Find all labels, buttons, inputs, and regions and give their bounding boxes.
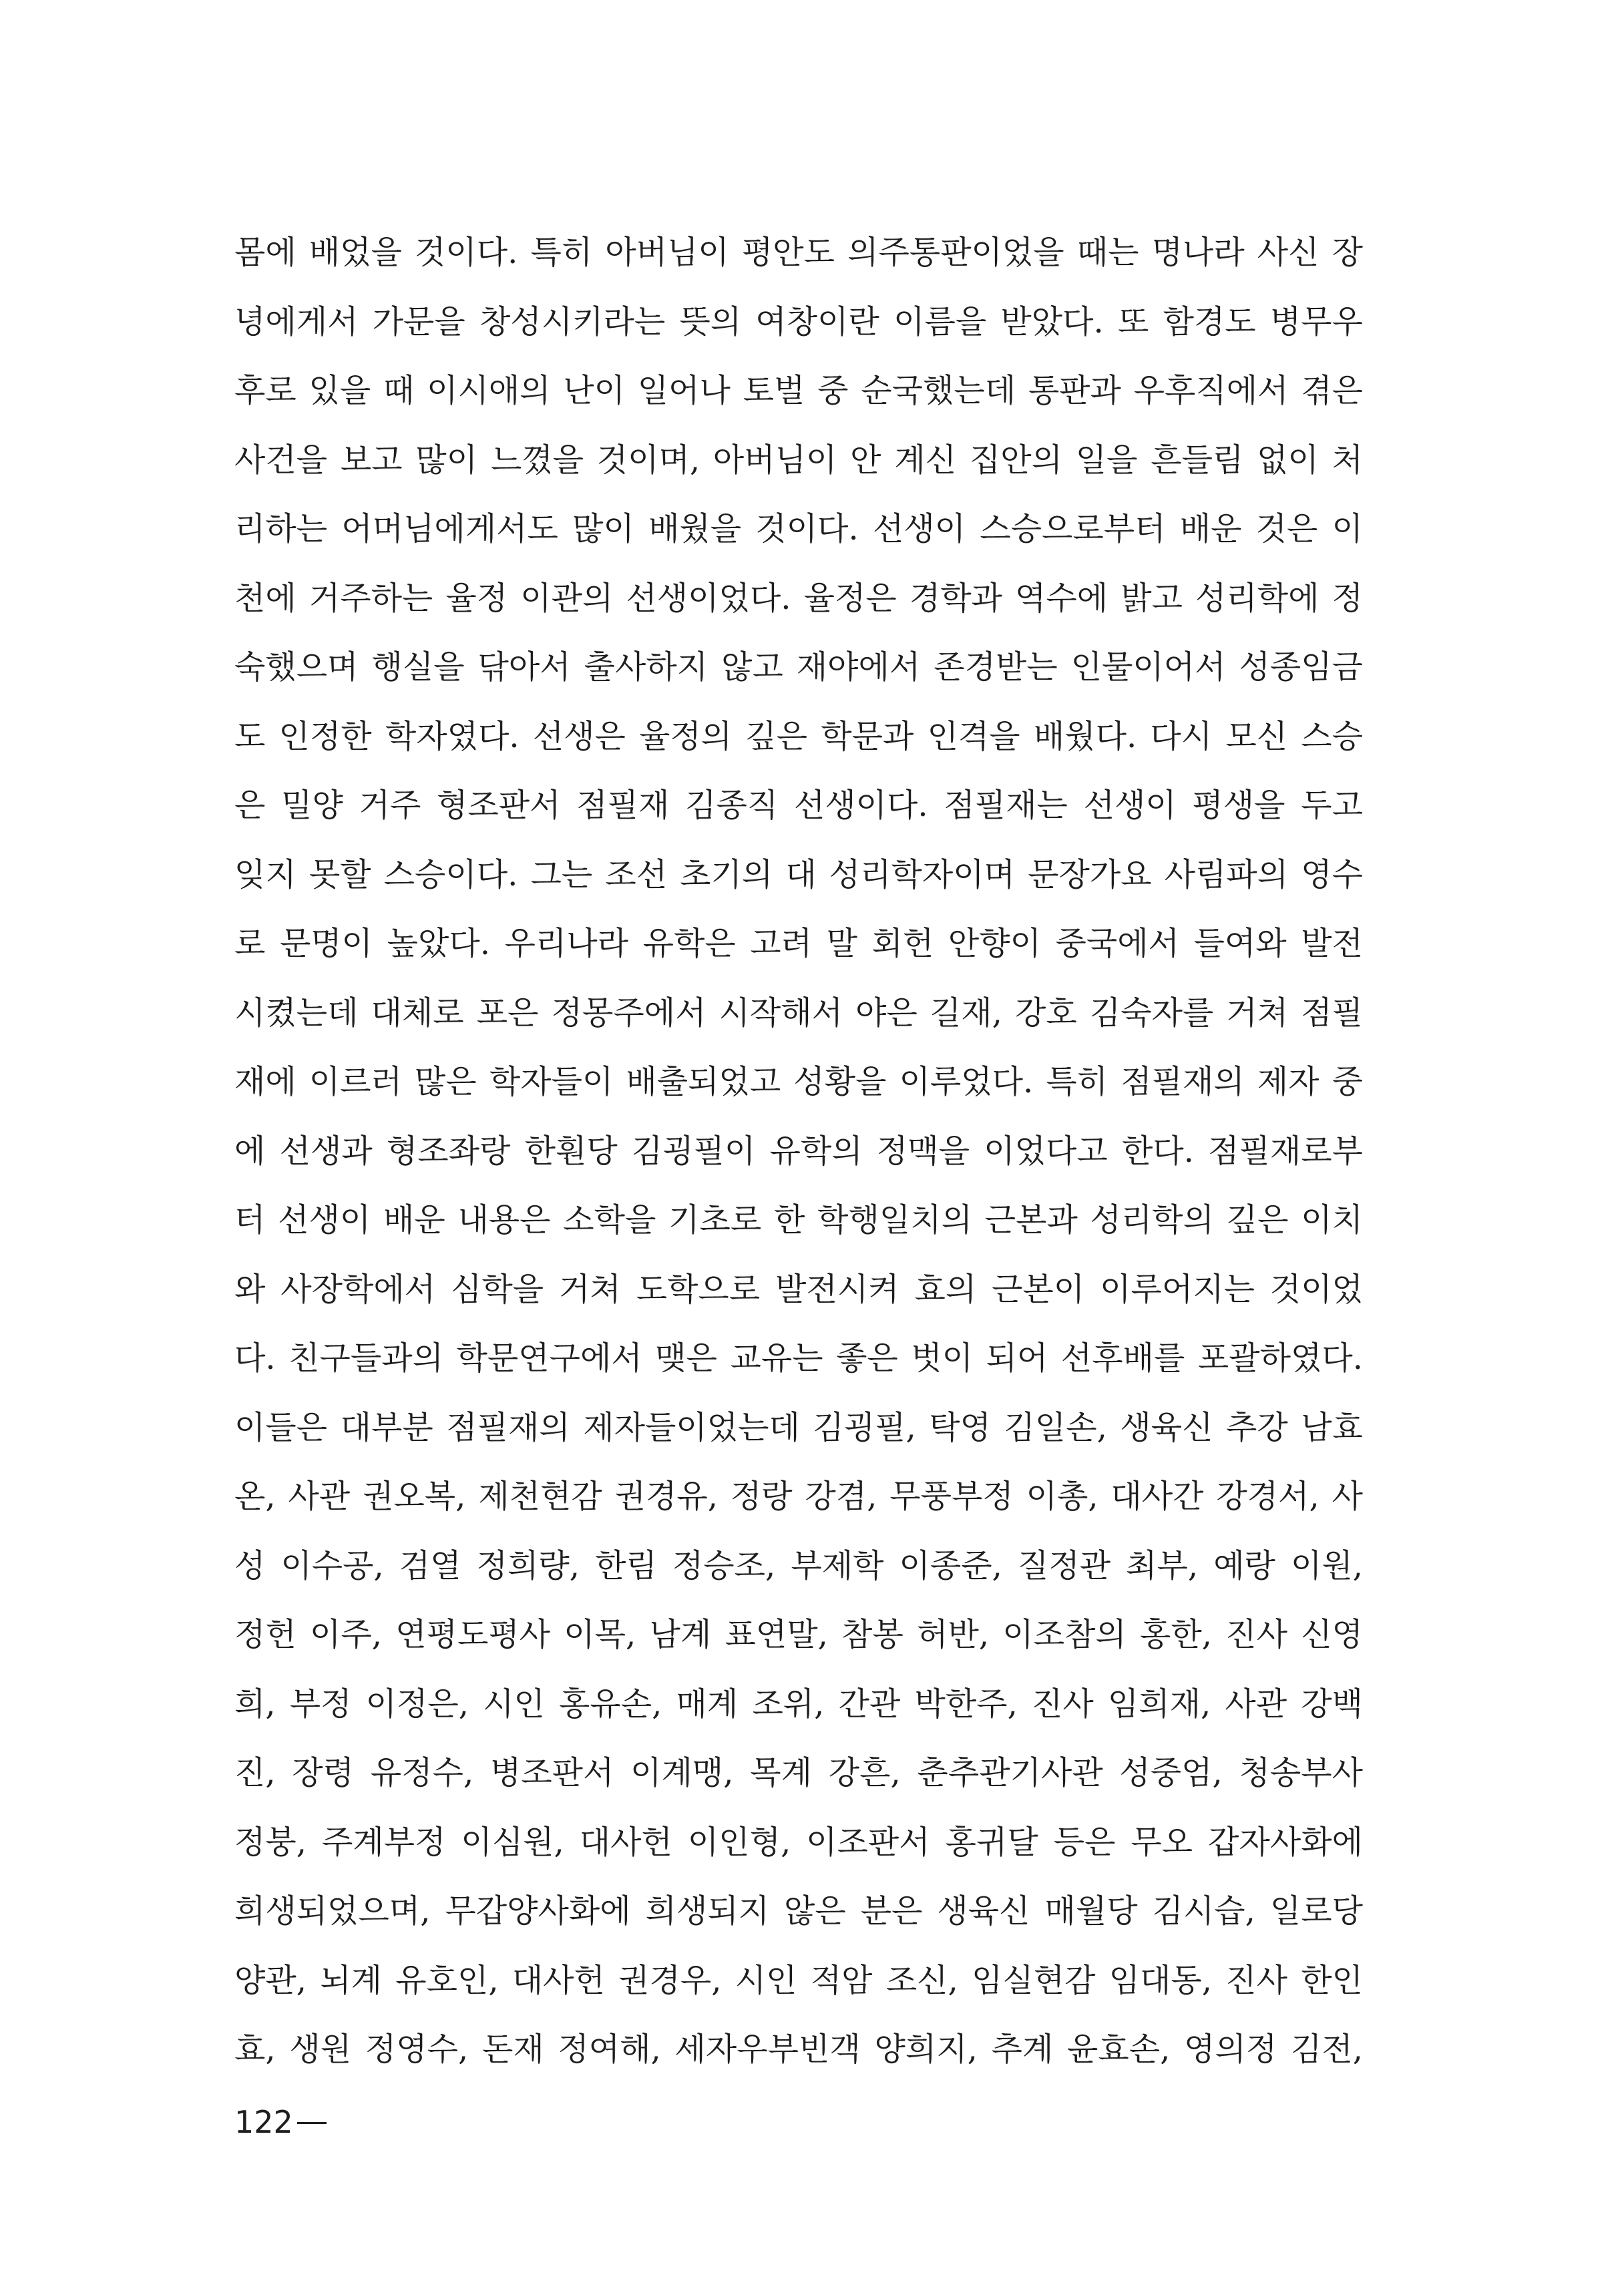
text-line: 효, 생원 정영수, 돈재 정여해, 세자우부빈객 양희지, 추계 윤효손, 영의정 김전,: [234, 2031, 1363, 2068]
text-line: 은 밀양 거주 형조판서 점필재 김종직 선생이다. 점필재는 선생이 평생을 두고: [234, 787, 1363, 824]
text-line: 진, 장령 유정수, 병조판서 이계맹, 목계 강흔, 춘추관기사관 성중엄, 청송부사: [234, 1754, 1363, 1792]
text-line: 터 선생이 배운 내용은 소학을 기초로 한 학행일치의 근본과 성리학의 깊은 이치: [234, 1201, 1363, 1239]
text-line: 희, 부정 이정은, 시인 홍유손, 매계 조위, 간관 박한주, 진사 임희재, 사관 강백: [234, 1685, 1363, 1723]
text-line: 정붕, 주계부정 이심원, 대사헌 이인형, 이조판서 홍귀달 등은 무오 갑자사화에: [234, 1823, 1363, 1861]
text-line: 녕에게서 가문을 창성시키라는 뜻의 여창이란 이름을 받았다. 또 함경도 병무우: [234, 302, 1363, 341]
text-line: 성 이수공, 검열 정희량, 한림 정승조, 부제학 이종준, 질정관 최부, 예랑 이원,: [234, 1546, 1363, 1585]
text-line: 재에 이르러 많은 학자들이 배출되었고 성황을 이루었다. 특히 점필재의 제자 중: [234, 1063, 1363, 1100]
text-line: 양관, 뇌계 유호인, 대사헌 권경우, 시인 적암 조신, 임실현감 임대동, 진사 한인: [234, 1961, 1363, 1999]
text-line: 정헌 이주, 연평도평사 이목, 남계 표연말, 참봉 허반, 이조참의 홍한, 진사 신영: [234, 1616, 1363, 1653]
text-line: 희생되었으며, 무갑양사화에 희생되지 않은 분은 생육신 매월당 김시습, 일로당: [234, 1892, 1363, 1930]
text-line: 후로 있을 때 이시애의 난이 일어나 토벌 중 순국했는데 통판과 우후직에서 겪은: [234, 372, 1363, 409]
text-line: 에 선생과 형조좌랑 한훤당 김굉필이 유학의 정맥을 이었다고 한다. 점필재로부: [234, 1132, 1363, 1170]
page-footer: [234, 2102, 327, 2142]
text-line: 숙했으며 행실을 닦아서 출사하지 않고 재야에서 존경받는 인물이어서 성종임금: [234, 648, 1363, 686]
text-line: 시켰는데 대체로 포은 정몽주에서 시작해서 야은 길재, 강호 김숙자를 거쳐 점필: [234, 994, 1363, 1032]
body-text: [234, 218, 1363, 2085]
text-line: 리하는 어머님에게서도 많이 배웠을 것이다. 선생이 스승으로부터 배운 것은 이: [234, 510, 1363, 548]
text-line: 몸에 배었을 것이다. 특히 아버님이 평안도 의주통판이었을 때는 명나라 사신 장: [234, 234, 1363, 271]
folio-dash: [297, 2122, 327, 2124]
text-line: 도 인정한 학자였다. 선생은 율정의 깊은 학문과 인격을 배웠다. 다시 모신 스승: [234, 717, 1363, 755]
text-line: 사건을 보고 많이 느꼈을 것이며, 아버님이 안 계신 집안의 일을 흔들림 없이 처: [234, 441, 1363, 479]
text-line: 온, 사관 권오복, 제천현감 권경유, 정랑 강겸, 무풍부정 이총, 대사간 강경서, 사: [234, 1478, 1363, 1515]
text-line: 로 문명이 높았다. 우리나라 유학은 고려 말 회헌 안향이 중국에서 들여와 발전: [234, 925, 1363, 962]
text-line: 이들은 대부분 점필재의 제자들이었는데 김굉필, 탁영 김일손, 생육신 추강 남효: [234, 1408, 1363, 1446]
text-line: 와 사장학에서 심학을 거쳐 도학으로 발전시켜 효의 근본이 이루어지는 것이었: [234, 1270, 1363, 1308]
text-line: 다. 친구들과의 학문연구에서 맺은 교유는 좋은 벗이 되어 선후배를 포괄하였다.: [234, 1339, 1363, 1377]
page-number: 122: [234, 2104, 293, 2140]
text-line: 천에 거주하는 율정 이관의 선생이었다. 율정은 경학과 역수에 밝고 성리학에 정: [234, 579, 1363, 617]
text-line: 잊지 못할 스승이다. 그는 조선 초기의 대 성리학자이며 문장가요 사림파의 영수: [234, 855, 1363, 893]
